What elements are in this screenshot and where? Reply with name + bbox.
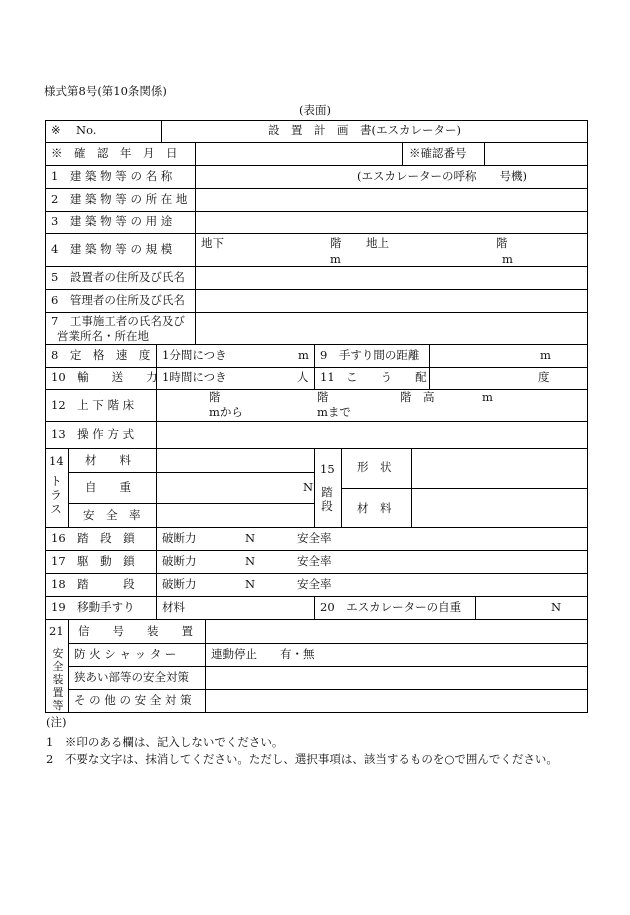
floor-height-unit: m [482,390,493,404]
from-label: mから [209,405,243,419]
moving-handrail-label: 19 移動手すり [51,600,135,614]
truss-material-label: 材 料 [85,453,131,467]
truss-number: 14 [49,454,64,468]
step-vertical-label: 踏段 [321,485,333,513]
contractor-label-line2: 営業所名・所在地 [57,329,149,343]
signal-device-label: 信 号 装 置 [78,624,193,638]
fire-shutter-label: 防 火 シ ャ ッ タ ー [74,647,177,661]
truss-weight-label: 自 重 [85,480,131,494]
drive-chain-safety: 安全率 [297,554,332,568]
floor-label-2: 階 [496,236,508,250]
shutter-interlock-value: 連動停止 有・無 [211,647,315,661]
step-chain-breaking: 破断力 [162,531,197,545]
contractor-label-line1: 7 工事施工者の氏名及び [51,314,185,328]
form-number: 様式第8号(第10条関係) [44,84,167,98]
building-scale-label: 4 建 築 物 等 の 規 模 [51,242,173,256]
manager-label: 6 管理者の住所及び氏名 [51,293,185,307]
meter-label-2: m [502,252,513,266]
meter-label-1: m [330,252,341,266]
note-2: 2 不要な文字は、抹消してください。ただし、選択事項は、該当するものを○で囲んでください。 [46,752,558,766]
asterisk-mark: ※ [51,123,61,137]
side-label: (表面) [299,103,331,117]
step-unit: N [245,577,256,591]
handrail-distance-label: 9 手すり間の距離 [320,348,420,362]
floor-b-label: 階 [317,390,329,404]
building-use-label: 3 建 築 物 等 の 用 途 [51,214,173,228]
notes-heading: (注) [46,715,67,729]
capacity-label: 10 輸 送 力 [51,370,158,384]
truss-weight-unit: N [303,480,314,494]
rated-speed-label: 8 定 格 速 度 [51,348,151,362]
below-ground-label: 地下 [201,236,224,250]
to-label: mまで [317,405,351,419]
per-minute-label: 1分間につき [162,348,227,362]
above-ground-label: 地上 [366,236,389,250]
step-chain-safety: 安全率 [297,531,332,545]
narrow-area-safety-label: 狭あい部等の安全対策 [74,670,189,684]
confirm-date-label: ※ 確 認 年 月 日 [51,146,178,160]
safety-device-number: 21 [49,624,64,638]
step-label: 18 踏 段 [51,577,135,591]
form-title: 設 置 計 画 書(エスカレーター) [268,123,461,137]
escalator-name-note: (エスカレーターの呼称 号機) [357,169,527,183]
per-hour-label: 1時間につき [162,370,227,384]
escalator-weight-label: 20 エスカレーターの自重 [320,600,462,614]
step-breaking: 破断力 [162,577,197,591]
confirm-number-label: ※確認番号 [409,146,467,160]
safety-device-vertical-label: 安全装置等 [52,647,64,712]
drive-chain-unit: N [245,554,256,568]
step-chain-label: 16 踏 段 鎖 [51,531,135,545]
other-safety-label: そ の 他 の 安 全 対 策 [74,693,192,707]
note-1: 1 ※印のある欄は、記入しないでください。 [46,735,284,749]
floor-a-label: 階 [209,390,221,404]
upper-lower-floor-label: 12 上 下 階 床 [51,398,135,412]
gradient-label: 11 こ う 配 [320,370,427,384]
capacity-unit: 人 [297,370,309,384]
distance-unit: m [540,348,551,362]
building-location-label: 2 建 築 物 等 の 所 在 地 [51,192,188,206]
speed-unit: m [298,348,309,362]
step-material-label: 材 料 [357,501,392,515]
operation-method-label: 13 操 作 方 式 [51,427,135,441]
gradient-unit: 度 [538,370,550,384]
floor-label-1: 階 [330,236,342,250]
handrail-material-label: 材料 [162,600,185,614]
building-name-label: 1 建 築 物 等 の 名 称 [51,169,173,183]
truss-vertical-label: トラス [50,474,62,516]
drive-chain-label: 17 駆 動 鎖 [51,554,135,568]
step-number: 15 [320,462,335,476]
step-safety: 安全率 [297,577,332,591]
installer-label: 5 設置者の住所及び氏名 [51,270,185,284]
floor-height-label: 階 高 [400,390,435,404]
drive-chain-breaking: 破断力 [162,554,197,568]
step-chain-unit: N [245,531,256,545]
truss-safety-label: 安 全 率 [83,508,141,522]
step-shape-label: 形 状 [357,460,392,474]
number-label: No. [76,123,97,137]
escalator-weight-unit: N [551,600,562,614]
